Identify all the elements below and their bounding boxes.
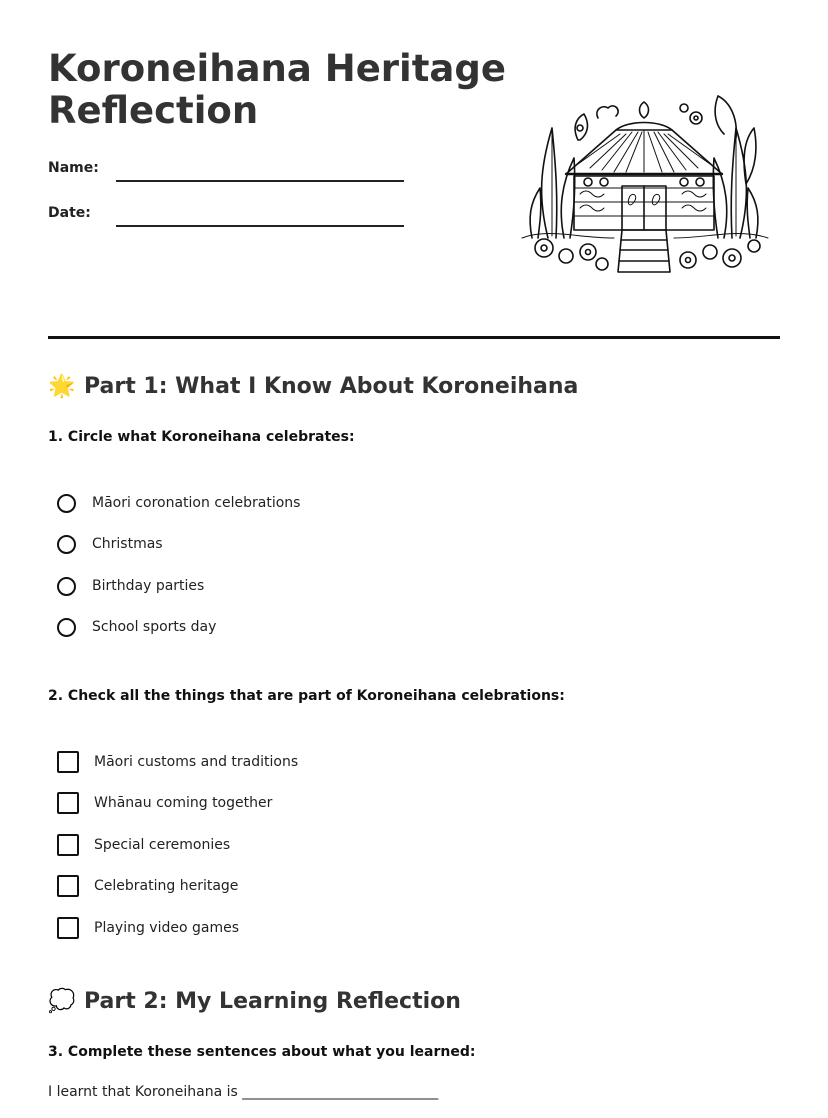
name-writing-line[interactable]	[116, 180, 404, 182]
part2-heading	[48, 989, 461, 1014]
q1-option[interactable]	[57, 615, 216, 639]
section-divider	[48, 336, 780, 339]
q2-option-label: Māori customs and traditions	[94, 754, 299, 770]
q2-option-label: Playing video games	[94, 920, 239, 936]
q2-option[interactable]	[57, 750, 298, 774]
date-writing-line[interactable]	[116, 225, 404, 227]
worksheet-title: Koroneihana Heritage Reflection	[48, 47, 506, 132]
checkbox[interactable]	[57, 875, 79, 897]
sentence-prompt-1[interactable]: I learnt that Koroneihana is ____________________________	[48, 1084, 439, 1100]
q1-option-label: Christmas	[92, 536, 163, 552]
q1-option[interactable]	[57, 574, 204, 598]
checkbox[interactable]	[57, 917, 79, 939]
circle-option-marker[interactable]	[57, 494, 76, 513]
question-3: 3. Complete these sentences about what you learned:	[48, 1044, 476, 1060]
part1-heading-text: Part 1: What I Know About Koroneihana	[84, 374, 579, 399]
date-label: Date:	[48, 205, 91, 221]
checkbox[interactable]	[57, 834, 79, 856]
circle-option-marker[interactable]	[57, 577, 76, 596]
q1-option[interactable]	[57, 491, 300, 515]
checkbox[interactable]	[57, 751, 79, 773]
q2-option-label: Special ceremonies	[94, 837, 231, 853]
q2-option[interactable]	[57, 833, 230, 857]
star-icon: 🌟	[48, 374, 76, 399]
q1-option-label: Māori coronation celebrations	[92, 495, 301, 511]
q2-option[interactable]	[57, 874, 238, 898]
part1-heading	[48, 374, 578, 399]
q2-option-label: Celebrating heritage	[94, 878, 239, 894]
q1-option-label: Birthday parties	[92, 578, 205, 594]
q1-option[interactable]	[57, 532, 163, 556]
q1-option-label: School sports day	[92, 619, 217, 635]
meeting-house-illustration	[518, 88, 770, 280]
thought-bubble-icon: 💭	[48, 989, 76, 1014]
date-field[interactable]	[48, 205, 408, 235]
circle-option-marker[interactable]	[57, 618, 76, 637]
q2-option[interactable]	[57, 791, 272, 815]
part2-heading-text: Part 2: My Learning Reflection	[84, 989, 461, 1014]
question-1: 1. Circle what Koroneihana celebrates:	[48, 429, 355, 445]
checkbox[interactable]	[57, 792, 79, 814]
q2-option[interactable]	[57, 916, 239, 940]
name-field[interactable]	[48, 160, 408, 190]
circle-option-marker[interactable]	[57, 535, 76, 554]
q2-option-label: Whānau coming together	[94, 795, 273, 811]
question-2: 2. Check all the things that are part of Koroneihana celebrations:	[48, 688, 565, 704]
name-label: Name:	[48, 160, 99, 176]
